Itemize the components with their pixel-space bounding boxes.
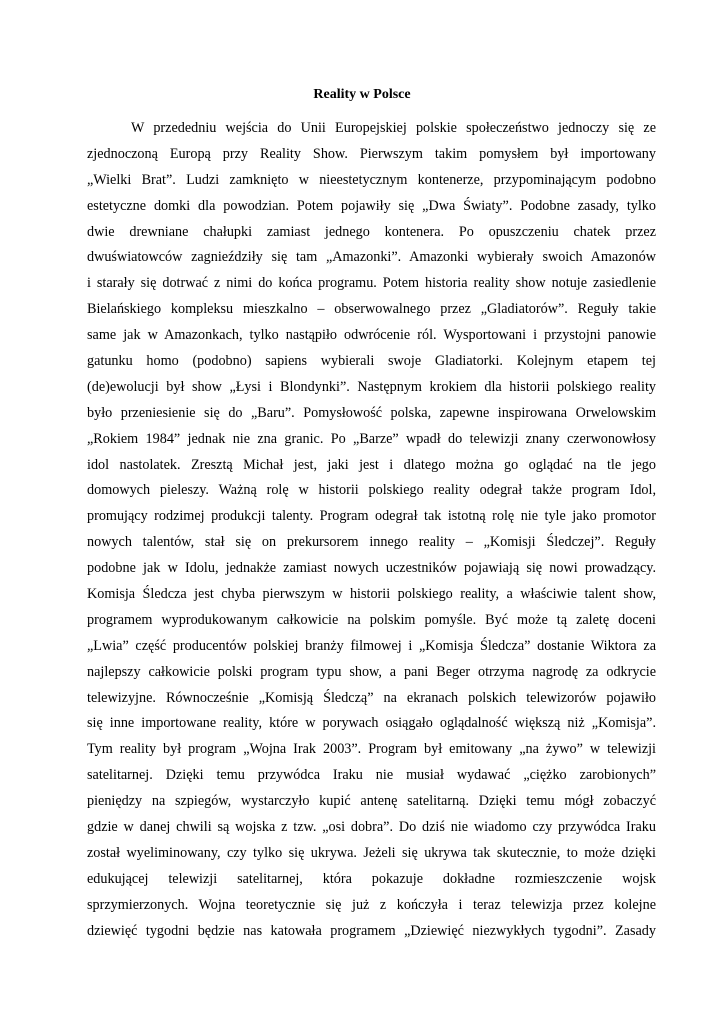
text-line: promujący rodzimej produkcji talenty. Program odegrał tak istotną rolę nie tyle jako promotor (87, 508, 656, 525)
text-line: same jak w Amazonkach, tylko nastąpiło odwrócenie ról. Wysportowani i przystojni panowie (87, 327, 656, 344)
text-line: gatunku homo (podobno) sapiens wybierali swoje Gladiatorki. Kolejnym etapem tej (87, 353, 656, 370)
text-line: dziewięć tygodni będzie nas katowała programem „Dziewięć niezwykłych tygodni”. Zasady (87, 922, 656, 939)
text-line: „Lwia” część producentów polskiej branży filmowej i „Komisja Śledcza” dostanie Wiktora za (87, 637, 656, 654)
text-line: idol nastolatek. Zresztą Michał jest, jaki jest i dlatego można go oglądać na tle jego (87, 456, 656, 473)
text-line: pieniędzy na szpiegów, wystarczyło kupić antenę satelitarną. Dzięki temu mógł zobaczyć (87, 793, 656, 810)
text-line: (de)ewolucji był show „Łysi i Blondynki”. Następnym krokiem dla historii polskiego reality (87, 378, 656, 395)
text-line: satelitarnej. Dzięki temu przywódca Iraku nie musiał wydawać „ciężko zarobionych” (87, 767, 656, 784)
text-line: i starały się dotrwać z nimi do końca programu. Potem historia reality show notuje zasiedlenie (87, 275, 656, 292)
text-line: Bielańskiego kompleksu mieszkalno – obserwowalnego przez „Gladiatorów”. Reguły takie (87, 301, 656, 318)
text-line: Tym reality był program „Wojna Irak 2003”. Program był emitowany „na żywo” w telewizji (87, 741, 656, 758)
text-line: telewizyjne. Równocześnie „Komisją Śledczą” na ekranach polskich telewizorów pojawiło (87, 689, 656, 706)
text-line: został wyeliminowany, czy tylko się ukrywa. Jeżeli się ukrywa tak skutecznie, to może dzięki (87, 844, 656, 861)
text-line: Komisja Śledcza jest chyba pierwszym w historii polskiego reality, a właściwie talent show, (87, 586, 656, 603)
text-line: nowych talentów, stał się on prekursorem innego reality – „Komisji Śledczej”. Reguły (87, 534, 656, 551)
text-line: dwie drewniane chałupki zamiast jednego kontenera. Po opuszczeniu chatek przez (87, 223, 656, 240)
text-line: „Wielki Brat”. Ludzi zamknięto w nieestetycznym kontenerze, przypominającym podobno (87, 171, 656, 188)
text-line: było przeniesienie się do „Baru”. Pomysłowość polska, zapewne inspirowana Orwelowskim (87, 404, 656, 421)
text-line: zjednoczoną Europą przy Reality Show. Pierwszym takim pomysłem był importowany (87, 145, 656, 162)
text-line: edukującej telewizji satelitarnej, która pokazuje dokładne rozmieszczenie wojsk (87, 870, 656, 887)
text-line: programem wyprodukowanym całkowicie na polskim pomyśle. Być może tą zaletę doceni (87, 611, 656, 628)
text-line: się inne importowane reality, które w porywach osiągało oglądalność większą niż „Komisja”. (87, 715, 656, 732)
text-line: podobne jak w Idolu, jednakże zamiast nowych uczestników pojawiają się nowi prowadzący. (87, 560, 656, 577)
document-title: Reality w Polsce (313, 87, 411, 102)
text-line: dwuświatowców zagnieździły się tam „Amazonki”. Amazonki wybierały swoich Amazonów (87, 249, 656, 266)
document-body (87, 116, 656, 945)
text-line: „Rokiem 1984” jednak nie zna granic. Po „Barze” wpadł do telewizji znany czerwonowłosy (87, 430, 656, 447)
text-line: estetyczne domki dla powodzian. Potem pojawiły się „Dwa Światy”. Podobne zasady, tylko (87, 197, 656, 214)
text-line: sprzymierzonych. Wojna teoretycznie się już z kończyła i teraz telewizja przez kolejne (87, 896, 656, 913)
text-line: domowych pieleszy. Ważną rolę w historii polskiego reality odegrał także program Idol, (87, 482, 656, 499)
text-line: gdzie w danej chwili są wojska z tzw. „osi dobra”. Do dziś nie wiadomo czy przywódca Iraku (87, 819, 656, 836)
text-line: najlepszy całkowicie polski program typu show, a pani Beger otrzyma nagrodę za odkrycie (87, 663, 656, 680)
text-line: W przededniu wejścia do Unii Europejskiej polskie społeczeństwo jednoczy się ze (131, 120, 656, 136)
